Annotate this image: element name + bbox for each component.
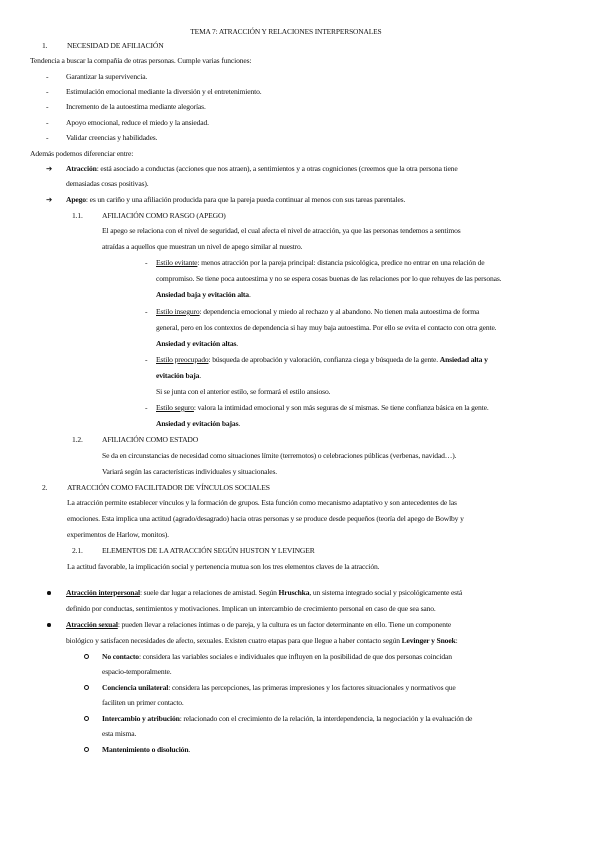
interpersonal-term: Atracción interpersonal [66, 588, 140, 597]
estilo-seguro-name: Estilo seguro [156, 403, 194, 412]
estilo-inseguro-summary: Ansiedad y evitación altas [156, 339, 237, 348]
estilo-preocupado-line-3: Si se junta con el anterior estilo, se formará el estilo ansioso. [156, 387, 331, 396]
estilo-inseguro-line-1 [156, 306, 479, 318]
sexual-line-2 [66, 635, 458, 647]
interpersonal-line-1 [66, 587, 462, 599]
estilo-inseguro-line-3 [156, 338, 238, 350]
dash-bullet: - [46, 87, 49, 96]
stage-text: : considera las variables sociales e individuales que influyen en la posibilidad de que dos personas coincidan [138, 652, 452, 661]
atraccion-text: : está asociado a conductas (acciones que nos atraen), a sentimientos y a otras cogniciones (creemos que la otra persona tiene [96, 164, 458, 173]
estilo-seguro-line-2 [156, 418, 240, 430]
period: . [248, 290, 251, 299]
colon: : [455, 636, 458, 645]
estilo-preocupado-line-1 [156, 354, 488, 366]
period: . [236, 339, 239, 348]
dash-bullet: - [46, 133, 49, 142]
stage-term: No contacto [102, 652, 139, 661]
section-2-number: 2. [42, 483, 48, 492]
section-1-1-heading: AFILIACIÓN COMO RASGO (APEGO) [102, 211, 226, 220]
section-1-number: 1. [42, 41, 48, 50]
estilo-inseguro-line-2: general, pero en los contextos de dependencia si hay muy baja autoestima. Por ello se evita el contacto con otra gente. [156, 323, 497, 332]
sexual-term: Atracción sexual [66, 620, 118, 629]
bullet-ring [84, 654, 89, 659]
bullet-ring [84, 716, 89, 721]
paragraph-line: El apego se relaciona con el nivel de seguridad, el cual afecta el nivel de atracción, ya que las personas tendemos a sentimos [102, 226, 461, 235]
paragraph-line: experimentos de Harlow, monitos). [67, 530, 169, 539]
interpersonal-author: Hruschka [278, 588, 310, 597]
stage-line-1 [102, 713, 472, 725]
arrow-bullet: ➔ [46, 164, 53, 173]
sexual-text: : pueden llevar a relaciones íntimas o de pareja, y la cultura es un factor determinante en ello. Tiene un componente [117, 620, 452, 629]
apego-line [66, 194, 405, 206]
apego-term: Apego [66, 195, 86, 204]
atraccion-line [66, 163, 458, 175]
estilo-preocupado-line-2 [156, 370, 201, 382]
diferenciar-paragraph: Además podemos diferenciar entre: [30, 149, 134, 158]
dash-bullet: - [145, 258, 148, 267]
section-2-heading: ATRACCIÓN COMO FACILITADOR DE VÍNCULOS SOCIALES [67, 483, 270, 492]
estilo-evitante-name: Estilo evitante [156, 258, 198, 267]
sexual-authors: Levinger y Snoek [401, 636, 456, 645]
stage-term: Conciencia unilateral [102, 683, 169, 692]
arrow-bullet: ➔ [46, 195, 53, 204]
stage-line-1 [102, 744, 190, 756]
stage-line-1 [102, 651, 452, 663]
paragraph-line: emociones. Esta implica una actitud (agrado/desagrado) hacia otras personas y se produce desde pequeños (teoría del apego de Bowlby y [67, 514, 464, 523]
estilo-evitante-line-1 [156, 257, 484, 269]
interpersonal-line-2: definido por conductas, sentimientos y motivaciones. Implican un intercambio de crecimiento personal en caso de que sea sano. [66, 604, 436, 613]
dash-bullet: - [46, 72, 49, 81]
interpersonal-text-2: , un sistema integrado social y psicológicamente está [309, 588, 463, 597]
section-1-heading: NECESIDAD DE AFILIACIÓN [67, 41, 164, 50]
intro-paragraph: Tendencia a buscar la compañía de otras personas. Cumple varias funciones: [30, 56, 252, 65]
estilo-evitante-line-2: compromiso. Se tiene poca autoestima y no se espera cosas buenas de las relaciones por lo que rehuyes de las personas. [156, 274, 502, 283]
dash-bullet: - [145, 403, 148, 412]
bullet-ring [84, 747, 89, 752]
interpersonal-text: : suele dar lugar a relaciones de amistad. Según [139, 588, 277, 597]
function-item: Apoyo emocional, reduce el miedo y la ansiedad. [66, 118, 209, 127]
dash-bullet: - [145, 307, 148, 316]
estilo-preocupado-text: : búsqueda de aprobación y valoración, confianza ciega y búsqueda de la gente. [208, 355, 439, 364]
section-2-1-number: 2.1. [72, 546, 83, 555]
stage-line-2: esta misma. [102, 729, 137, 738]
stage-line-2: faciliten un primer contacto. [102, 698, 184, 707]
bullet-dot [47, 591, 51, 595]
section-2-1-heading: ELEMENTOS DE LA ATRACCIÓN SEGÚN HUSTON Y LEVINGER [102, 546, 315, 555]
estilo-preocupado-summary: Ansiedad alta y [439, 355, 488, 364]
stage-line-1 [102, 682, 456, 694]
period: . [199, 371, 201, 380]
bullet-dot [47, 623, 51, 627]
function-item: Estimulación emocional mediante la diversión y el entretenimiento. [66, 87, 262, 96]
estilo-seguro-line-1 [156, 402, 489, 414]
estilo-evitante-line-3 [156, 289, 251, 301]
page-title: TEMA 7: ATRACCIÓN Y RELACIONES INTERPERSONALES [190, 27, 382, 36]
section-1-1-number: 1.1. [72, 211, 83, 220]
dash-bullet: - [46, 102, 49, 111]
period: . [238, 419, 241, 428]
section-1-2-heading: AFILIACIÓN COMO ESTADO [102, 435, 199, 444]
estilo-evitante-summary: Ansiedad baja y evitación alta [156, 290, 249, 299]
estilo-preocupado-name: Estilo preocupado [156, 355, 209, 364]
atraccion-line-2: demasiadas cosas positivas). [66, 179, 149, 188]
estilo-seguro-summary: Ansiedad y evitación bajas [156, 419, 239, 428]
paragraph-line: La actitud favorable, la implicación social y pertenencia mutua son los tres elementos claves de la atracción. [67, 562, 380, 571]
paragraph-line: Se da en circunstancias de necesidad como situaciones límite (terremotos) o celebraciones públicas (verbenas, navidad…). [102, 451, 457, 460]
stage-term: Intercambio y atribución [102, 714, 180, 723]
dash-bullet: - [46, 118, 49, 127]
function-item: Garantizar la supervivencia. [66, 72, 148, 81]
stage-term: Mantenimiento o disolución [102, 745, 189, 754]
function-item: Validar creencias y habilidades. [66, 133, 158, 142]
dash-bullet: - [145, 355, 148, 364]
estilo-inseguro-name: Estilo inseguro [156, 307, 200, 316]
stage-text: : relacionado con el crecimiento de la relación, la interdependencia, la negociación y la evaluación de [179, 714, 473, 723]
atraccion-term: Atracción [66, 164, 97, 173]
estilo-preocupado-summary-2: evitación baja [156, 371, 200, 380]
bullet-ring [84, 685, 89, 690]
stage-line-2: espacio-temporalmente. [102, 667, 172, 676]
sexual-line-1 [66, 619, 451, 631]
estilo-seguro-text: : valora la intimidad emocional y son más seguras de sí mismas. Se tiene confianza básica en la gente. [193, 403, 489, 412]
paragraph-line: La atracción permite establecer vínculos y la formación de grupos. Esta función como mecanismo adaptativo y son antecedentes de las [67, 498, 457, 507]
estilo-inseguro-text: : dependencia emocional y miedo al rechazo y al abandono. No tienen mala autoestima de forma [199, 307, 480, 316]
apego-text: : es un cariño y una afiliación producida para que la pareja pueda continuar al menos con sus tareas parentales. [85, 195, 406, 204]
sexual-text-2: biológico y satisfacen necesidades de afecto, sexuales. Existen cuatro etapas para que llegue a haber contacto según [66, 636, 400, 645]
estilo-evitante-text: : menos atracción por la pareja principal: distancia psicológica, predice no entrar en una relación de [197, 258, 485, 267]
period: . [188, 745, 191, 754]
section-1-2-number: 1.2. [72, 435, 83, 444]
paragraph-line: Variará según las características individuales y situacionales. [102, 467, 278, 476]
stage-text: : considera las percepciones, las primeras impresiones y los factores situacionales y normativos que [168, 683, 456, 692]
function-item: Incremento de la autoestima mediante alegorías. [66, 102, 206, 111]
paragraph-line: atraídas a aquellos que muestran un nivel de apego similar al nuestro. [102, 242, 303, 251]
